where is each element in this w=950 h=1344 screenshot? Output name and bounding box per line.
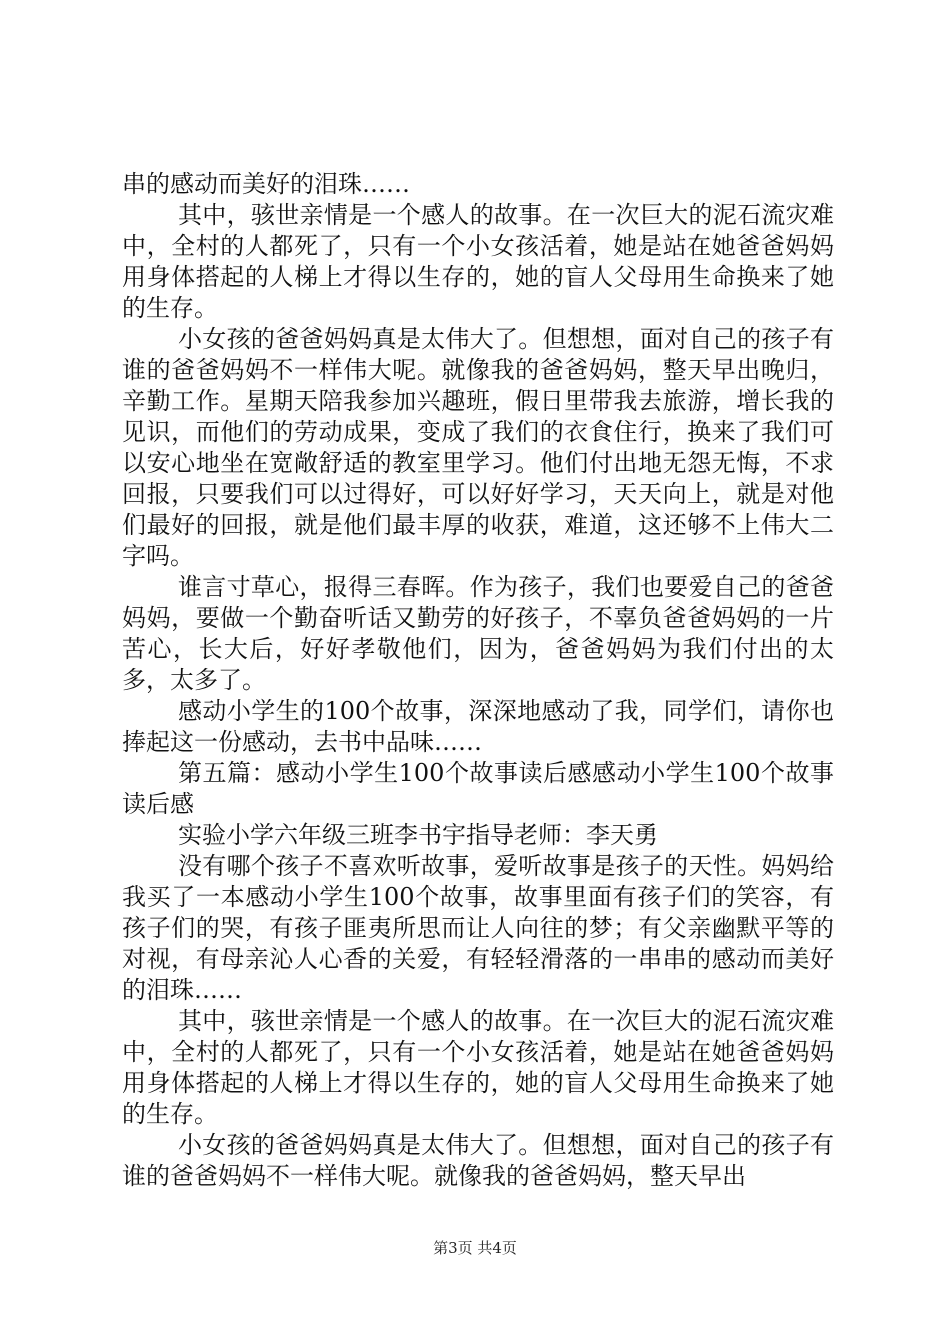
paragraph: 小女孩的爸爸妈妈真是太伟大了。但想想，面对自己的孩子有谁的爸爸妈妈不一样伟大呢。就像我的爸爸妈妈，整天早出晚归，辛勤工作。星期天陪我参加兴趣班，假日里带我去旅游，增长我的见识，而他们的劳动成果，变成了我们的衣食住行，换来了我们可以安心地坐在宽敞舒适的教室里学习。他们付出地无怨无悔，不求回报，只要我们可以过得好，可以好好学习，天天向上，就是对他们最好的回报，就是他们最丰厚的收获，难道，这还够不上伟大二字吗。 [122,325,834,570]
paragraph: 其中，骇世亲情是一个感人的故事。在一次巨大的泥石流灾难中，全村的人都死了，只有一个小女孩活着，她是站在她爸爸妈妈用身体搭起的人梯上才得以生存的，她的盲人父母用生命换来了她的生存。 [122,1007,834,1128]
paragraph: 其中，骇世亲情是一个感人的故事。在一次巨大的泥石流灾难中，全村的人都死了，只有一个小女孩活着，她是站在她爸爸妈妈用身体搭起的人梯上才得以生存的，她的盲人父母用生命换来了她的生存。 [122,201,834,322]
section-heading: 第五篇：感动小学生100个故事读后感感动小学生100个故事读后感 [122,759,834,818]
author-line: 实验小学六年级三班李书宇指导老师：李天勇 [178,821,658,849]
paragraph: 没有哪个孩子不喜欢听故事，爱听故事是孩子的天性。妈妈给我买了一本感动小学生100个故事，故事里面有孩子们的笑容，有孩子们的哭，有孩子匪夷所思而让人向往的梦；有父亲幽默平等的对视，有母亲沁人心香的关爱，有轻轻滑落的一串串的感动而美好的泪珠…… [122,852,834,1004]
page-footer: 第3页 共4页 [433,1239,517,1257]
paragraph: 感动小学生的100个故事，深深地感动了我，同学们，请你也捧起这一份感动，去书中品味…… [122,697,834,756]
paragraph: 串的感动而美好的泪珠…… [122,170,410,198]
paragraph: 谁言寸草心，报得三春晖。作为孩子，我们也要爱自己的爸爸妈妈，要做一个勤奋听话又勤劳的好孩子，不辜负爸爸妈妈的一片苦心，长大后，好好孝敬他们，因为，爸爸妈妈为我们付出的太多，太多了。 [122,573,834,694]
document-body [122,169,834,1192]
paragraph: 小女孩的爸爸妈妈真是太伟大了。但想想，面对自己的孩子有谁的爸爸妈妈不一样伟大呢。就像我的爸爸妈妈，整天早出 [122,1131,834,1190]
